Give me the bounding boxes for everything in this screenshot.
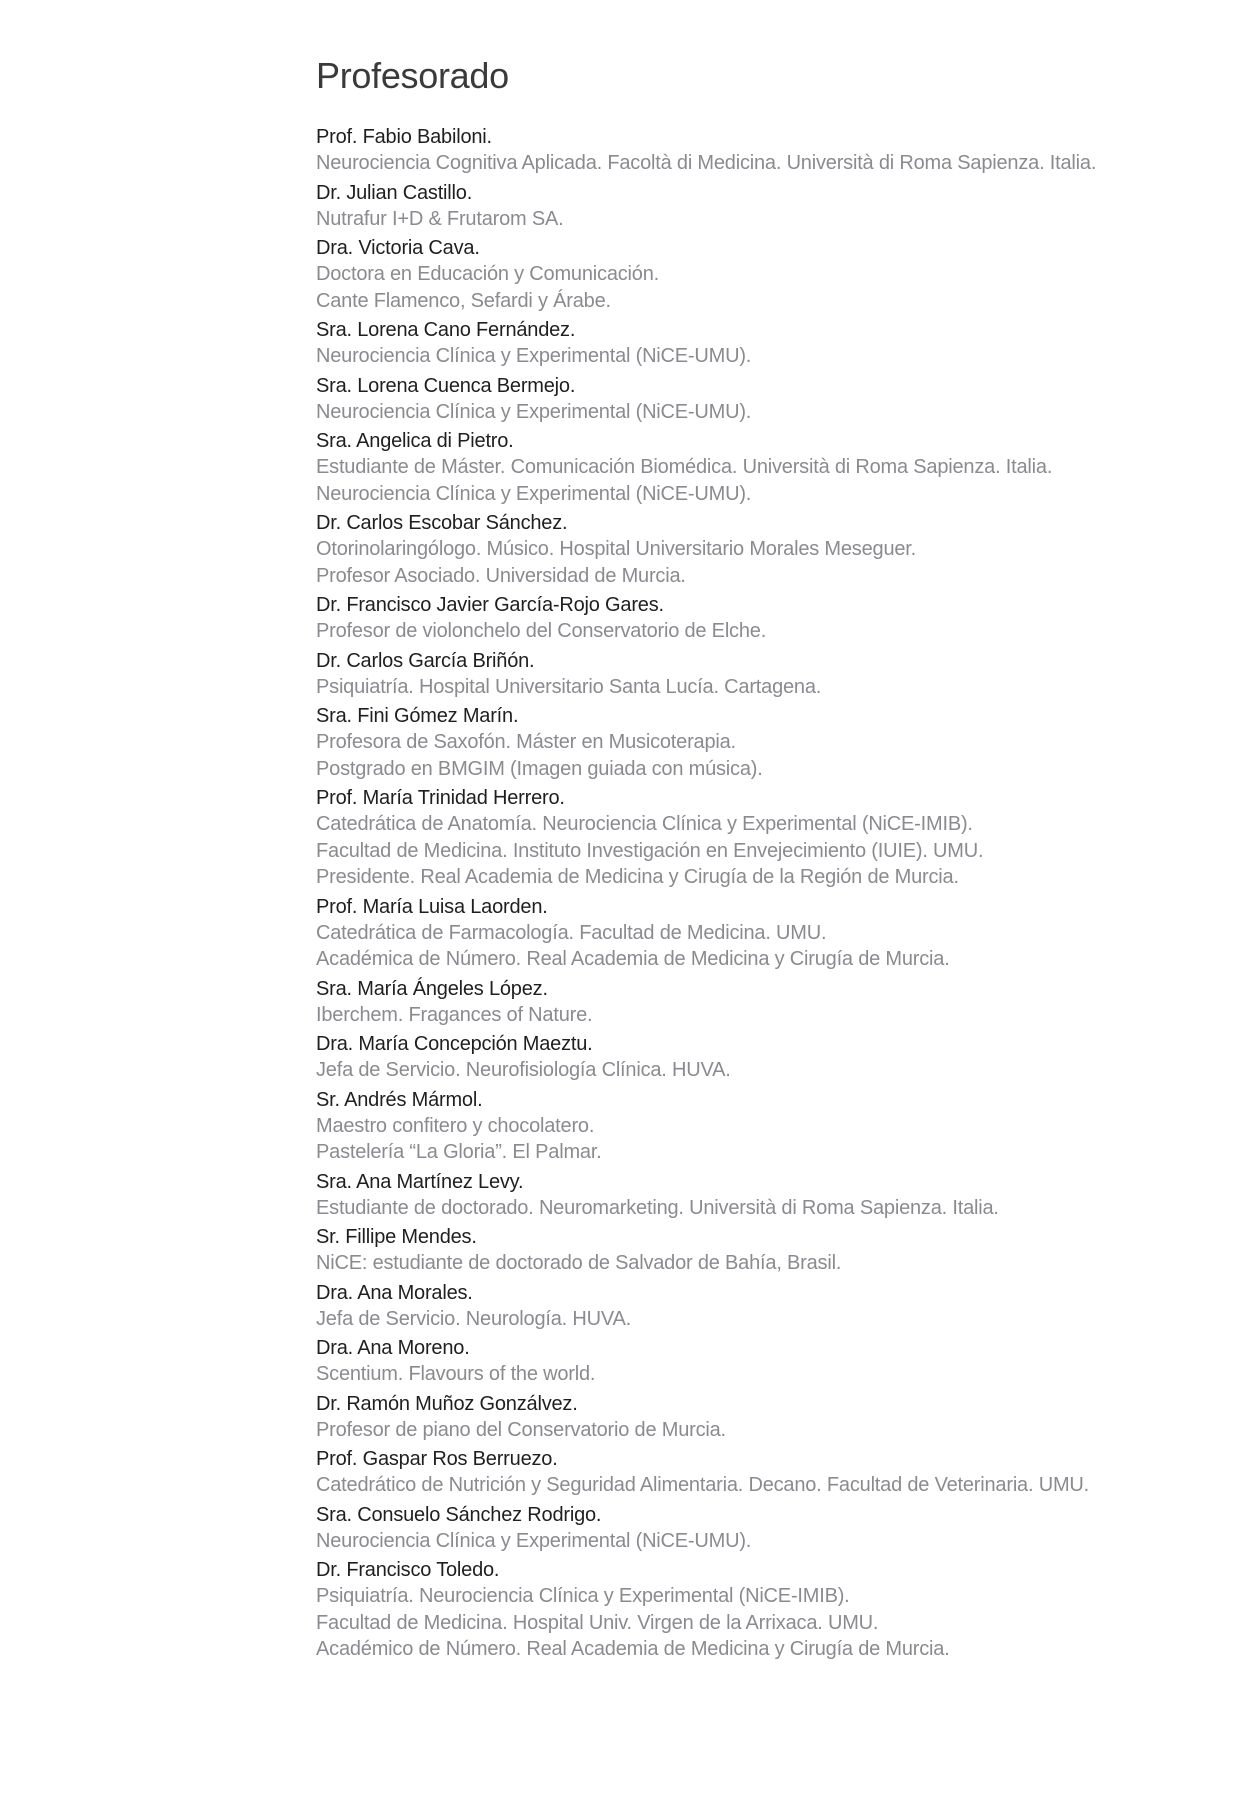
faculty-entry	[316, 1280, 1216, 1333]
faculty-name: Dra. Ana Morales.	[316, 1281, 473, 1304]
faculty-name: Dra. María Concepción Maeztu.	[316, 1033, 593, 1055]
faculty-entry	[316, 1391, 1216, 1444]
faculty-affiliation: Nutrafur I+D & Frutarom SA.	[316, 207, 564, 230]
faculty-affiliation: Neurociencia Cognitiva Aplicada. Facoltà di Medicina. Università di Roma Sapienza. Italia.	[316, 152, 1097, 174]
faculty-affiliation: Estudiante de doctorado. Neuromarketing. Università di Roma Sapienza. Italia.	[316, 1196, 999, 1219]
faculty-entry	[316, 592, 1216, 645]
faculty-entry	[316, 1031, 1216, 1084]
faculty-entry	[316, 124, 1216, 177]
faculty-entry	[316, 976, 1216, 1029]
page-title: Profesorado	[316, 55, 509, 96]
faculty-entry	[316, 1087, 1216, 1166]
faculty-entry	[316, 1169, 1216, 1222]
faculty-entry	[316, 235, 1216, 314]
faculty-affiliation: Presidente. Real Academia de Medicina y Cirugía de la Región de Murcia.	[316, 866, 959, 888]
faculty-name: Sr. Fillipe Mendes.	[316, 1226, 477, 1248]
faculty-affiliation: Estudiante de Máster. Comunicación Biomédica. Università di Roma Sapienza. Italia.	[316, 456, 1053, 478]
faculty-page	[316, 52, 1216, 1666]
faculty-entry	[316, 648, 1216, 701]
faculty-affiliation: Maestro confitero y chocolatero.	[316, 1114, 595, 1137]
faculty-name: Dra. Victoria Cava.	[316, 237, 480, 259]
faculty-name: Sra. Lorena Cano Fernández.	[316, 319, 576, 341]
faculty-affiliation: Scentium. Flavours of the world.	[316, 1363, 596, 1385]
faculty-name: Dr. Julian Castillo.	[316, 181, 473, 204]
faculty-affiliation: Facultad de Medicina. Hospital Univ. Virgen de la Arrixaca. UMU.	[316, 1611, 879, 1634]
faculty-entry	[316, 894, 1216, 973]
faculty-name: Sra. Fini Gómez Marín.	[316, 705, 519, 727]
faculty-affiliation: Facultad de Medicina. Instituto Investigación en Envejecimiento (IUIE). UMU.	[316, 839, 984, 862]
faculty-name: Sra. Lorena Cuenca Bermejo.	[316, 374, 576, 397]
faculty-affiliation: Catedrática de Anatomía. Neurociencia Clínica y Experimental (NiCE-IMIB).	[316, 813, 973, 835]
faculty-name: Dr. Ramón Muñoz Gonzálvez.	[316, 1392, 578, 1415]
faculty-affiliation: Cante Flamenco, Sefardi y Árabe.	[316, 289, 611, 312]
faculty-entry	[316, 180, 1216, 233]
faculty-affiliation: Psiquiatría. Hospital Universitario Santa Lucía. Cartagena.	[316, 675, 822, 698]
faculty-name: Sra. Angelica di Pietro.	[316, 430, 514, 452]
faculty-name: Prof. María Trinidad Herrero.	[316, 787, 565, 809]
faculty-entry	[316, 1502, 1216, 1555]
faculty-affiliation: Neurociencia Clínica y Experimental (NiCE-UMU).	[316, 400, 752, 423]
faculty-entry	[316, 1557, 1216, 1663]
faculty-name: Dr. Francisco Javier García-Rojo Gares.	[316, 594, 664, 616]
faculty-name: Sra. Consuelo Sánchez Rodrigo.	[316, 1503, 602, 1526]
faculty-affiliation: Doctora en Educación y Comunicación.	[316, 263, 659, 285]
faculty-affiliation: Profesor de violonchelo del Conservatorio de Elche.	[316, 620, 767, 642]
faculty-name: Sra. Ana Martínez Levy.	[316, 1170, 524, 1193]
faculty-entry	[316, 510, 1216, 589]
faculty-entry	[316, 317, 1216, 370]
faculty-affiliation: Profesor de piano del Conservatorio de Murcia.	[316, 1418, 726, 1441]
faculty-entry	[316, 703, 1216, 782]
faculty-affiliation: Jefa de Servicio. Neurofisiología Clínica. HUVA.	[316, 1059, 731, 1081]
faculty-name: Dr. Francisco Toledo.	[316, 1559, 500, 1581]
faculty-affiliation: Psiquiatría. Neurociencia Clínica y Experimental (NiCE-IMIB).	[316, 1585, 850, 1607]
faculty-name: Prof. Gaspar Ros Berruezo.	[316, 1448, 558, 1470]
faculty-entry	[316, 1446, 1216, 1499]
faculty-affiliation: Académica de Número. Real Academia de Medicina y Cirugía de Murcia.	[316, 948, 950, 970]
faculty-name: Sr. Andrés Mármol.	[316, 1088, 483, 1111]
faculty-affiliation: Académico de Número. Real Academia de Medicina y Cirugía de Murcia.	[316, 1638, 950, 1660]
faculty-entry	[316, 1224, 1216, 1277]
faculty-affiliation: Postgrado en BMGIM (Imagen guiada con música).	[316, 757, 763, 780]
faculty-name: Dra. Ana Moreno.	[316, 1337, 470, 1359]
faculty-entry	[316, 428, 1216, 507]
faculty-affiliation: Catedrática de Farmacología. Facultad de Medicina. UMU.	[316, 921, 827, 944]
faculty-name: Prof. María Luisa Laorden.	[316, 895, 548, 918]
faculty-affiliation: Neurociencia Clínica y Experimental (NiCE-UMU).	[316, 482, 752, 505]
faculty-name: Prof. Fabio Babiloni.	[316, 126, 492, 148]
faculty-affiliation: Pastelería “La Gloria”. El Palmar.	[316, 1141, 602, 1163]
faculty-affiliation: Catedrático de Nutrición y Seguridad Alimentaria. Decano. Facultad de Veterinaria. UMU.	[316, 1474, 1090, 1496]
faculty-affiliation: Neurociencia Clínica y Experimental (NiCE-UMU).	[316, 345, 752, 367]
faculty-affiliation: Neurociencia Clínica y Experimental (NiCE-UMU).	[316, 1529, 752, 1552]
faculty-list	[316, 124, 1216, 1663]
faculty-entry	[316, 373, 1216, 426]
faculty-affiliation: Iberchem. Fragances of Nature.	[316, 1003, 593, 1026]
faculty-entry	[316, 785, 1216, 891]
faculty-affiliation: NiCE: estudiante de doctorado de Salvador de Bahía, Brasil.	[316, 1252, 842, 1274]
faculty-affiliation: Jefa de Servicio. Neurología. HUVA.	[316, 1307, 632, 1330]
faculty-affiliation: Profesora de Saxofón. Máster en Musicoterapia.	[316, 731, 736, 753]
faculty-affiliation: Profesor Asociado. Universidad de Murcia.	[316, 564, 686, 587]
faculty-entry	[316, 1335, 1216, 1388]
faculty-name: Dr. Carlos Escobar Sánchez.	[316, 512, 568, 534]
faculty-affiliation: Otorinolaringólogo. Músico. Hospital Universitario Morales Meseguer.	[316, 538, 917, 560]
faculty-name: Dr. Carlos García Briñón.	[316, 649, 535, 672]
faculty-name: Sra. María Ángeles López.	[316, 977, 548, 1000]
